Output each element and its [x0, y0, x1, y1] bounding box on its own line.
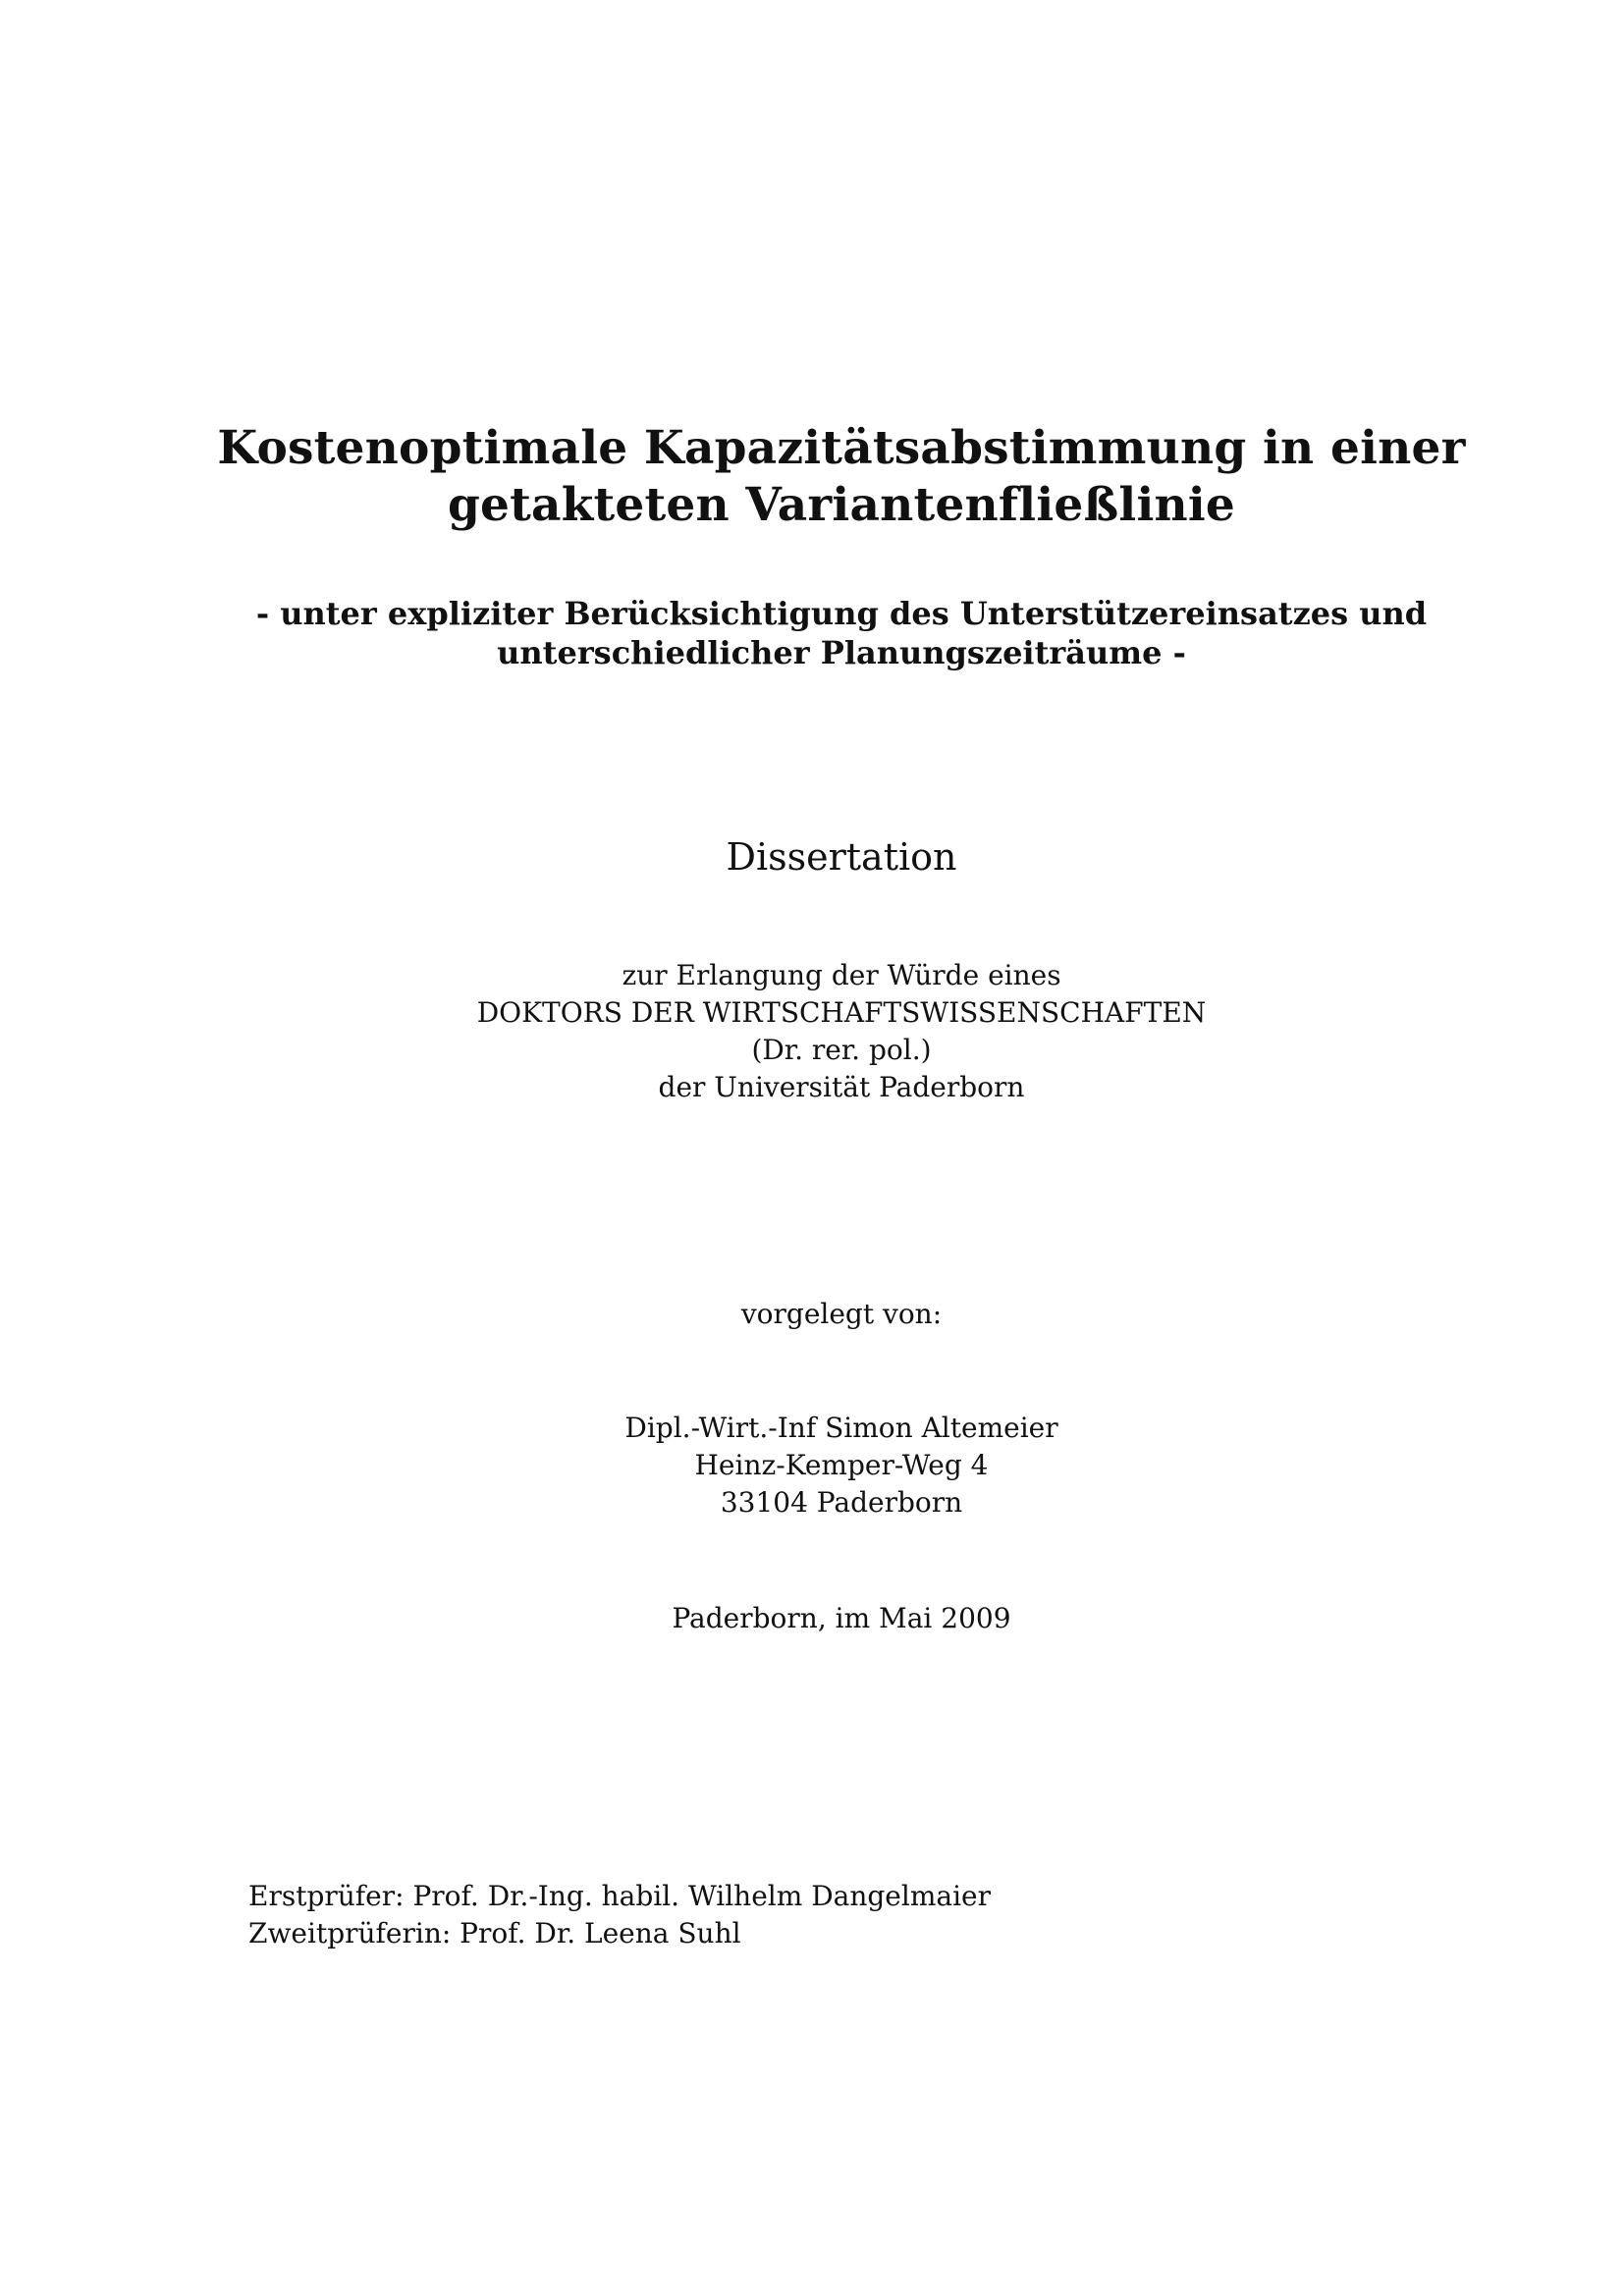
dissertation-subtitle — [0, 594, 1624, 672]
author-block — [0, 1410, 1624, 1522]
author-street: Heinz-Kemper-Weg 4 — [694, 1449, 989, 1481]
degree-purpose — [0, 957, 1624, 1106]
examiners-block — [248, 1878, 991, 1952]
title-line-1: Kostenoptimale Kapazitätsabstimmung in einer — [217, 421, 1466, 475]
first-examiner: Erstprüfer: Prof. Dr.-Ing. habil. Wilhelm Dangelmaier — [248, 1880, 991, 1912]
author-name: Dipl.-Wirt.-Inf Simon Altemeier — [624, 1412, 1058, 1444]
title-line-2: getakteten Variantenfließlinie — [447, 478, 1236, 532]
author-city: 33104 Paderborn — [720, 1486, 963, 1519]
submitted-by-label: vorgelegt von: — [740, 1298, 943, 1330]
place-and-date: Paderborn, im Mai 2009 — [672, 1602, 1011, 1634]
purpose-line-3: (Dr. rer. pol.) — [751, 1034, 932, 1066]
subtitle-line-2: unterschiedlicher Planungszeiträume - — [497, 634, 1186, 671]
document-type: Dissertation — [726, 835, 957, 879]
second-examiner: Zweitprüferin: Prof. Dr. Leena Suhl — [248, 1917, 741, 1949]
dissertation-title — [0, 420, 1624, 534]
subtitle-line-1: - unter expliziter Berücksichtigung des Unterstützereinsatzes und — [255, 595, 1428, 632]
purpose-line-2: DOKTORS DER WIRTSCHAFTSWISSENSCHAFTEN — [476, 996, 1207, 1029]
purpose-line-4: der Universität Paderborn — [658, 1071, 1025, 1103]
purpose-line-1: zur Erlangung der Würde eines — [622, 959, 1061, 991]
